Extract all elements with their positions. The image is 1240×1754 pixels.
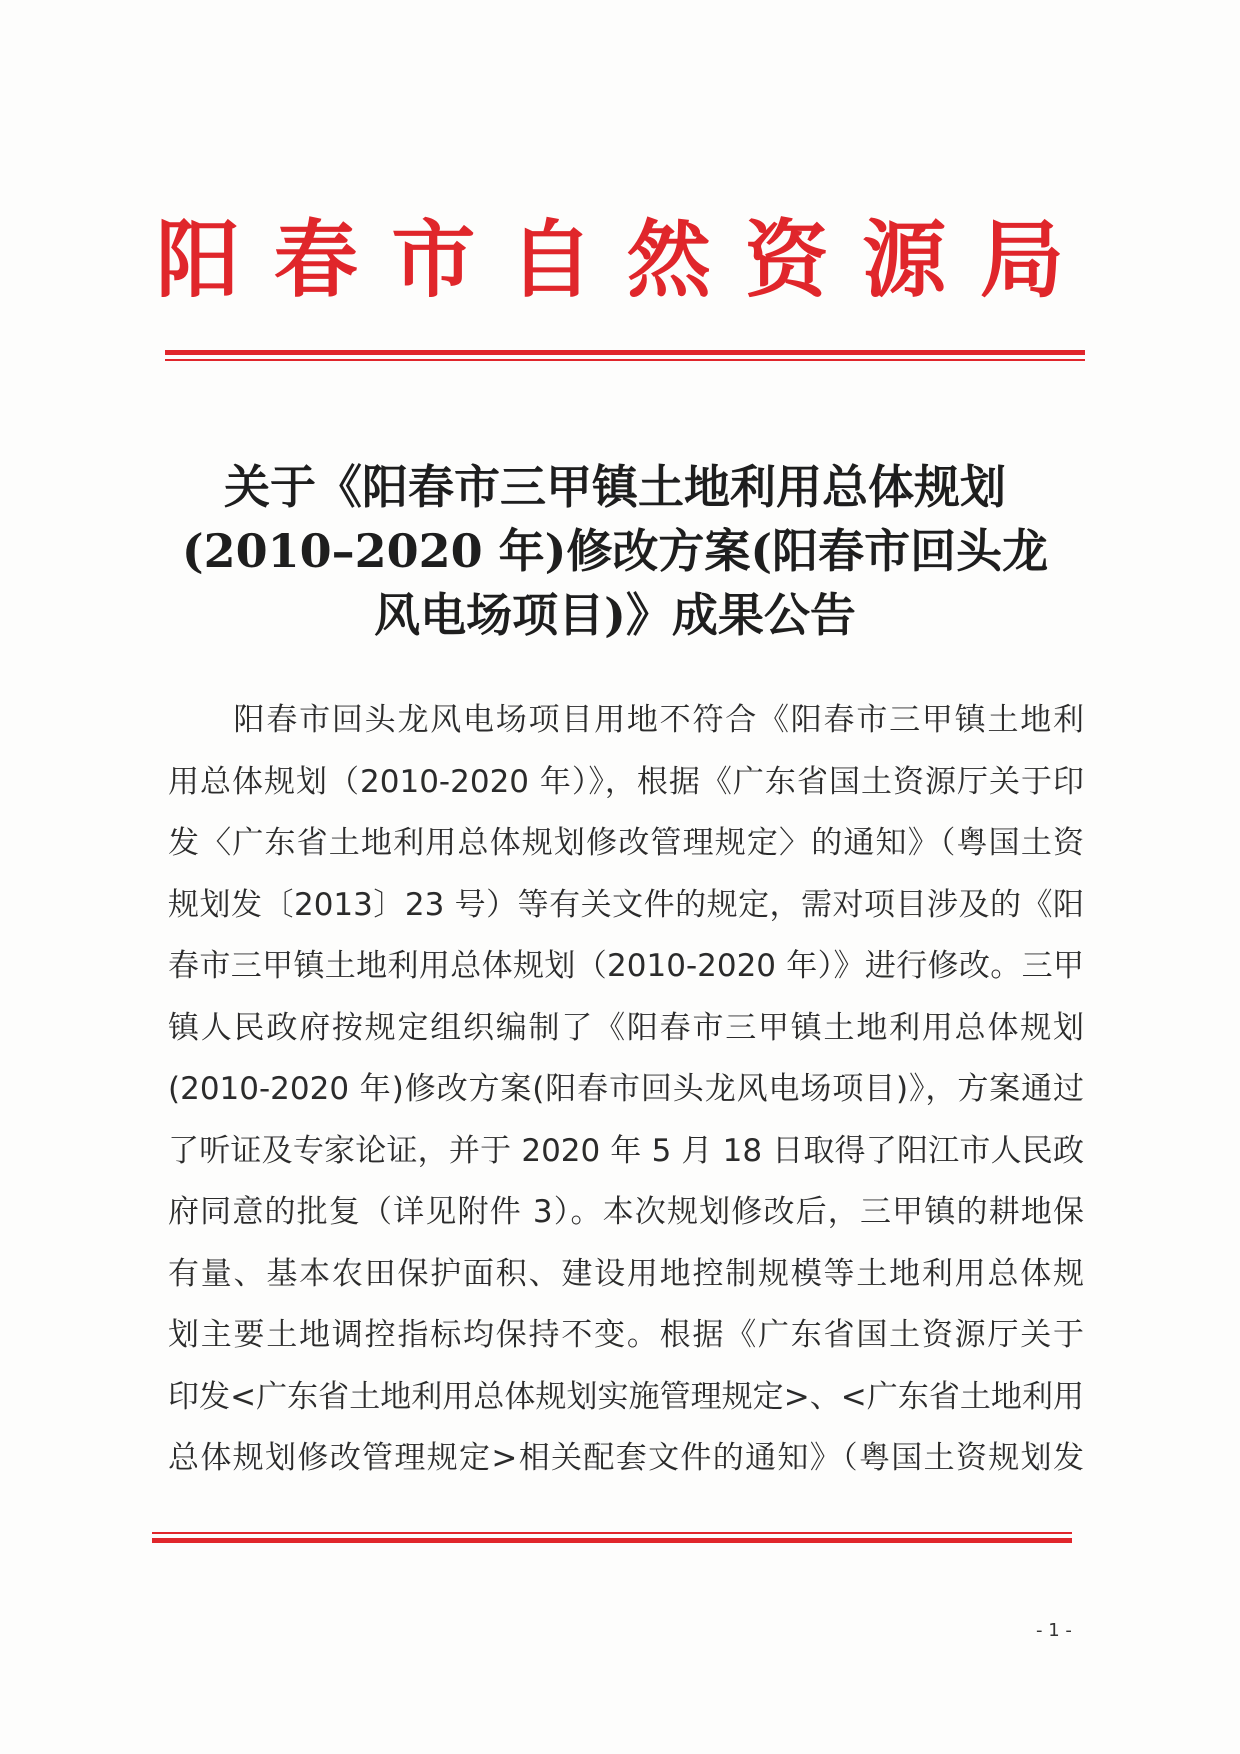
body-line: (2010-2020 年)修改方案(阳春市回头龙风电场项目)》，方案通过 <box>168 1071 1084 1107</box>
body-line: 规划发〔2013〕23 号）等有关文件的规定，需对项目涉及的《阳 <box>168 886 1084 923</box>
body-line: 划主要土地调控指标均保持不变。根据《广东省国土资源厅关于 <box>168 1317 1084 1353</box>
letterhead-char: 阳 <box>155 210 240 309</box>
letterhead-char: 自 <box>509 210 594 309</box>
letterhead-char: 局 <box>979 210 1064 309</box>
body-line: 印发<广东省土地利用总体规划实施管理规定>、<广东省土地利用 <box>168 1378 1084 1415</box>
footer-divider <box>152 1532 1072 1543</box>
body-line: 府同意的批复（详见附件 3）。本次规划修改后，三甲镇的耕地保 <box>168 1194 1084 1230</box>
letterhead-org-name <box>150 210 1070 310</box>
title-line-3: 风电场项目)》成果公告 <box>374 588 856 642</box>
body-line: 春市三甲镇土地利用总体规划（2010-2020 年）》进行修改。三甲 <box>168 948 1084 984</box>
letterhead-char: 源 <box>862 210 947 309</box>
title-line-1: 关于《阳春市三甲镇土地利用总体规划 <box>224 460 1006 514</box>
divider-thin-line <box>165 359 1085 361</box>
title-line-2: (2010–2020 年)修改方案(阳春市回头龙 <box>181 524 1049 578</box>
document-title <box>150 455 1080 647</box>
page-number: - 1 - <box>1036 1620 1072 1641</box>
letterhead-char: 然 <box>626 210 711 309</box>
letterhead-char: 市 <box>391 210 476 309</box>
body-line: 阳春市回头龙风电场项目用地不符合《阳春市三甲镇土地利 <box>168 702 1084 738</box>
body-line: 总体规划修改管理规定>相关配套文件的通知》（粤国土资规划发 <box>168 1440 1084 1476</box>
body-line: 了听证及专家论证，并于 2020 年 5 月 18 日取得了阳江市人民政 <box>168 1132 1084 1169</box>
letterhead-char: 资 <box>744 210 829 309</box>
document-body <box>168 690 1084 1490</box>
letterhead-divider <box>165 350 1085 361</box>
divider-thick-line <box>152 1538 1072 1543</box>
body-line: 有量、基本农田保护面积、建设用地控制规模等土地利用总体规 <box>168 1255 1084 1292</box>
body-line: 发〈广东省土地利用总体规划修改管理规定〉的通知》（粤国土资 <box>168 825 1084 861</box>
body-line: 镇人民政府按规定组织编制了《阳春市三甲镇土地利用总体规划 <box>168 1009 1084 1046</box>
body-line: 用总体规划（2010-2020 年）》，根据《广东省国土资源厅关于印 <box>168 763 1084 800</box>
letterhead-char: 春 <box>273 210 358 309</box>
